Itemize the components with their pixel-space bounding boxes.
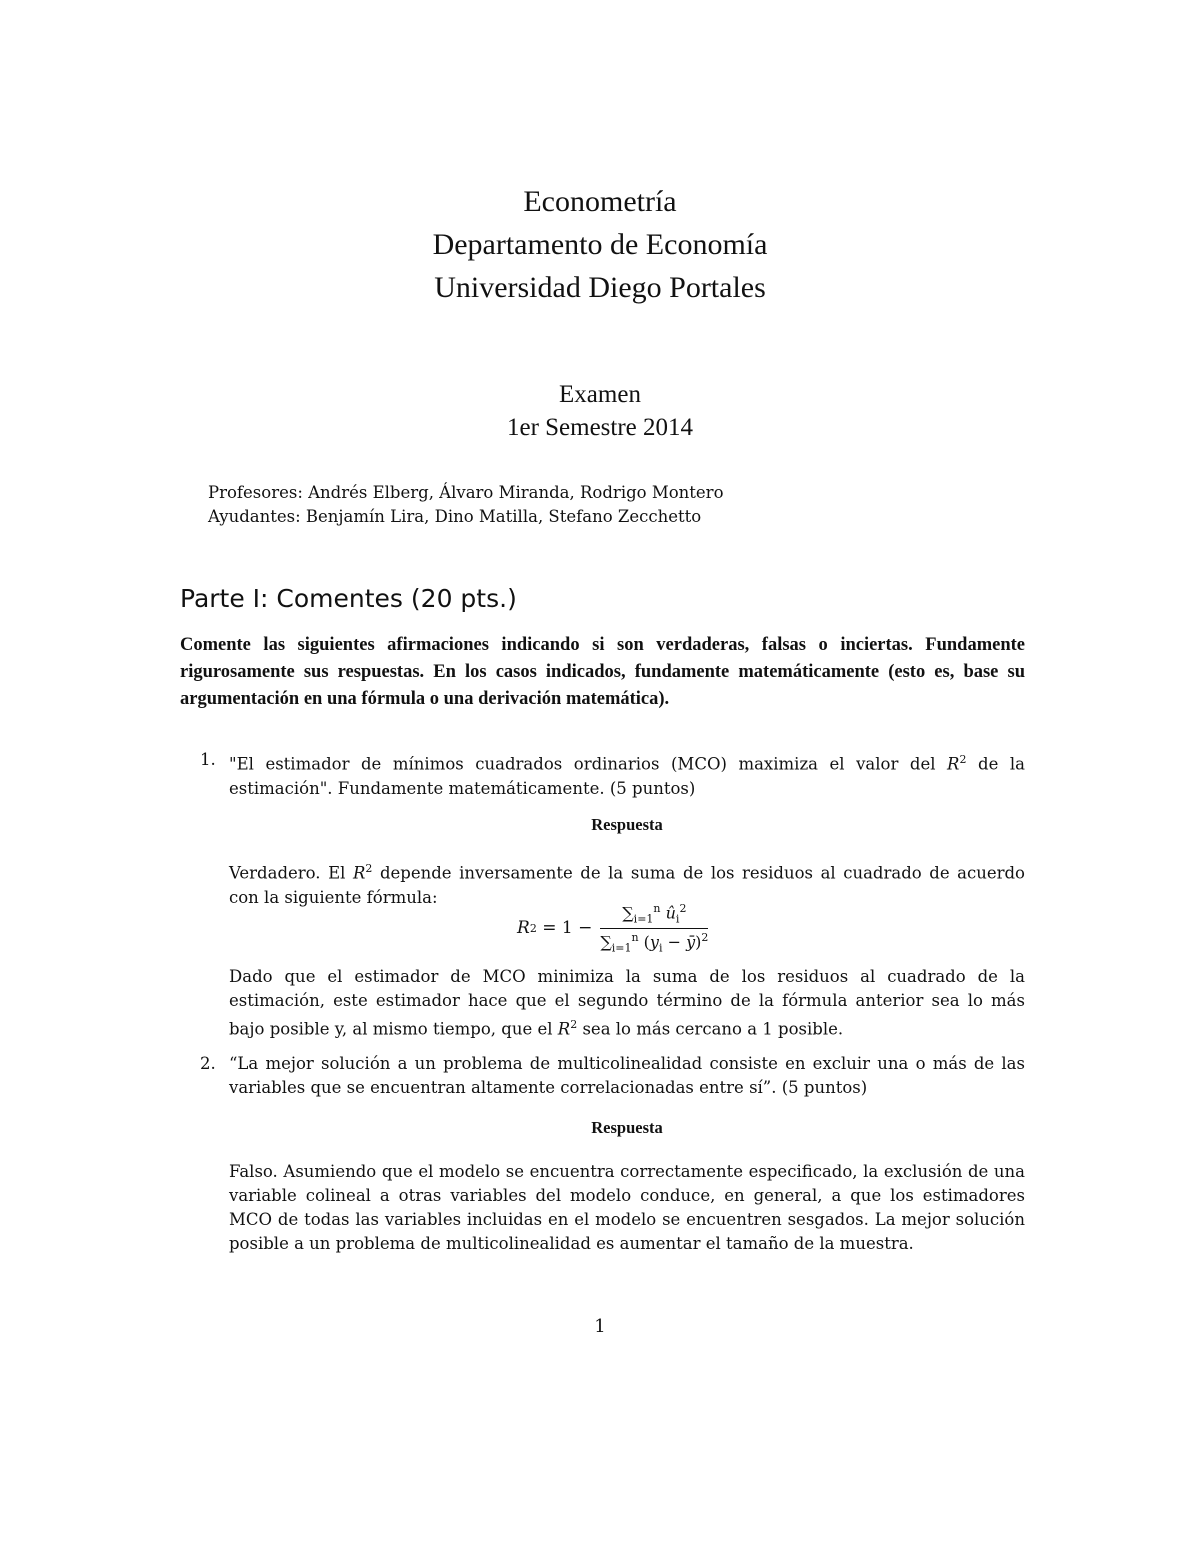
page-number: 1	[594, 1316, 606, 1337]
question-text: "El estimador de mínimos cuadrados ordinarios (MCO) maximiza el valor del $R^2$ de la estimación". Fundamente matemáticamente. (5 puntos)	[229, 753, 1025, 798]
answer-1-conclusion: Dado que el estimador de MCO minimiza la suma de los residuos al cuadrado de la estimación, este estimador hace que el segundo término de la fórmula anterior sea lo más bajo posible y, al mismo tiempo, que el $R^2$ sea lo más cercano a 1 posible.	[229, 967, 1025, 1039]
title-block	[0, 180, 1200, 309]
course-title: Econometría	[523, 185, 677, 218]
answer-1-intro: Verdadero. El $R^2$ depende inversamente de la suma de los residuos al cuadrado de acuerdo con la siguiente fórmula:	[229, 862, 1025, 907]
response-heading-2: Respuesta	[591, 1118, 663, 1137]
university-title: Universidad Diego Portales	[434, 271, 766, 304]
question-number: 1.	[200, 750, 216, 769]
exam-block	[0, 378, 1200, 444]
formula-fraction: $\frac{\sum_{i=1}^n û_i^2}{\sum_{i=1}^n (y_i - ȳ)^2}$	[600, 901, 709, 955]
r-squared-formula: R 2 = 1 − $\frac{\sum_{i=1}^n û_i^2}{\sum_{i=1}^n (y_i - ȳ)^2}$	[517, 901, 709, 955]
professors-line: Profesores: Andrés Elberg, Álvaro Miranda, Rodrigo Montero	[208, 483, 724, 502]
response-heading-1: Respuesta	[591, 815, 663, 834]
staff-block	[208, 481, 724, 529]
question-number: 2.	[200, 1054, 216, 1073]
assistants-line: Ayudantes: Benjamín Lira, Dino Matilla, Stefano Zecchetto	[208, 507, 702, 526]
answer-2: Falso. Asumiendo que el modelo se encuentra correctamente especificado, la exclusión de una variable colineal a otras variables del modelo conduce, en general, a que los estimadores MCO de todas las variables incluidas en el modelo se encuentren sesgados. La mejor solución posible a un problema de multicolinealidad es aumentar el tamaño de la muestra.	[229, 1162, 1025, 1253]
department-title: Departamento de Economía	[432, 228, 768, 261]
question-text: “La mejor solución a un problema de multicolinealidad consiste en excluir una o más de las variables que se encuentran altamente correlacionadas entre sí”. (5 puntos)	[229, 1054, 1025, 1097]
exam-title: Examen	[559, 381, 641, 408]
section-heading: Parte I: Comentes (20 pts.)	[180, 584, 517, 613]
question-2	[200, 1052, 1025, 1100]
question-1	[200, 748, 1025, 801]
instructions: Comente las siguientes afirmaciones indicando si son verdaderas, falsas o inciertas. Fundamente rigurosamente sus respuestas. En los casos indicados, fundamente matemáticamente (esto es, base su argumentación en una fórmula o una derivación matemática).	[180, 635, 1025, 709]
exam-semester: 1er Semestre 2014	[506, 414, 694, 441]
